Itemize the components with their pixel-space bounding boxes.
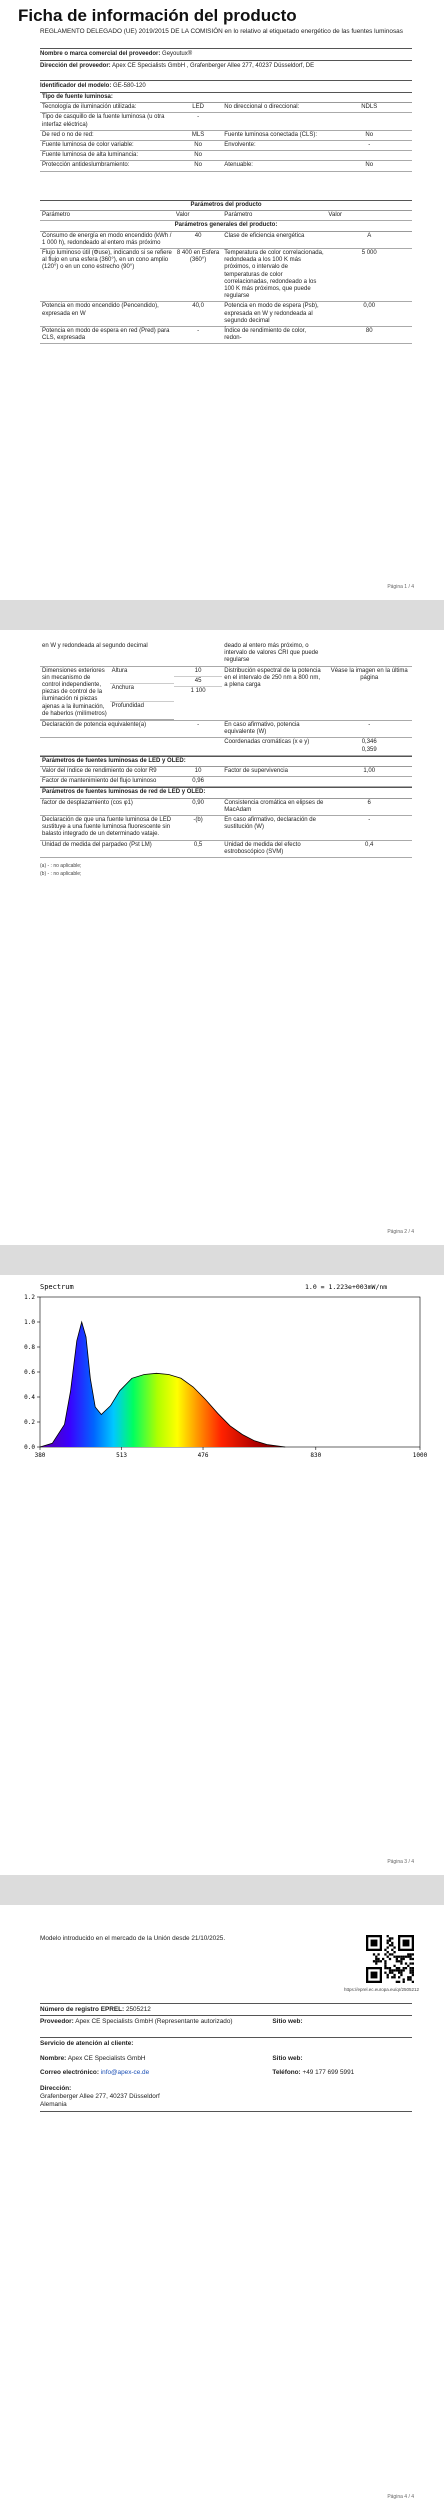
trademark-row: Nombre o marca comercial del proveedor: Geyoutux® bbox=[40, 48, 412, 58]
table-cell: 40,0 bbox=[174, 302, 222, 327]
spd-value: Véase la imagen en la última página bbox=[326, 666, 412, 720]
table-cell: Valor del índice de rendimiento de color R9 bbox=[40, 767, 174, 777]
table-cell: Clase de eficiencia energética bbox=[222, 231, 326, 248]
table-cell: Declaración de que una fuente luminosa de LED sustituye a una fuente luminosa fluorescente sin balasto integrado de un determinado vataje. bbox=[40, 816, 174, 841]
spd-label: Distribución espectral de la potencia en el intervalo de 250 nm a 800 nm, a plena carga bbox=[222, 666, 326, 720]
table-cell: Consumo de energía en modo encendido (kWh / 1 000 h), redondeado al entero más próximo bbox=[40, 231, 174, 248]
table-cell: Atenuable: bbox=[222, 161, 326, 171]
page-number: Página 2 / 4 bbox=[387, 1229, 414, 1235]
table-cell: 6 bbox=[326, 798, 412, 815]
table-cell: No bbox=[174, 161, 222, 171]
y-tick-label: 1.0 bbox=[24, 1319, 35, 1326]
table-row bbox=[40, 161, 412, 171]
general-header: Parámetros generales del producto: bbox=[40, 221, 412, 231]
qr-url[interactable]: https://eprel.ec.europa.eu/qr/2505212 bbox=[343, 1987, 419, 1992]
table-cell: Flujo luminoso útil (Φuse), indicando si se refiere al flujo en una esfera (360°), en un cono amplio (120°) o en un cono estrecho (90°) bbox=[40, 249, 174, 302]
model-row: Identificador del modelo: GE-580-120 bbox=[40, 80, 412, 90]
dimensions-row: Dimensiones exteriores sin mecanismo de control independiente, piezas de control de la iluminación ni piezas ajenas a la iluminación, de haberlos (milímetros) Altura Anchura Profundidad 10 45 1 100 Distribución espectral de la potencia en el intervalo de 250 nm a 800 nm, a plena carga Véase la imagen en la última página bbox=[40, 666, 412, 720]
table-cell bbox=[174, 738, 222, 755]
table-row bbox=[40, 816, 412, 841]
table-cell: 0,96 bbox=[174, 777, 222, 787]
chart-title: Spectrum bbox=[40, 1283, 74, 1291]
table-row bbox=[40, 767, 412, 777]
table-cell: - bbox=[174, 327, 222, 344]
table-row bbox=[40, 151, 412, 161]
table-cell: Fuente luminosa de alta luminancia: bbox=[40, 151, 174, 161]
y-tick-label: 0.0 bbox=[24, 1444, 35, 1451]
page-number: Página 1 / 4 bbox=[387, 584, 414, 590]
table-row bbox=[40, 130, 412, 140]
market-text: Modelo introducido en el mercado de la Unión desde 21/10/2025. bbox=[40, 1935, 226, 1942]
table-cell: Potencia en modo de espera (Psb), expresada en W y redondeada al segundo decimal bbox=[222, 302, 326, 327]
table-cell: 5 000 bbox=[326, 249, 412, 302]
table-cell: -(b) bbox=[174, 816, 222, 841]
table-cell bbox=[222, 151, 326, 161]
table-row bbox=[40, 231, 412, 248]
dimensions-label: Dimensiones exteriores sin mecanismo de control independiente, piezas de control de la iluminación ni piezas ajenas a la iluminación, de haberlos (milímetros) bbox=[40, 667, 110, 720]
table-cell: - bbox=[174, 721, 222, 738]
table-cell: 0,4 bbox=[326, 840, 412, 857]
table-row bbox=[40, 798, 412, 815]
table-cell: - bbox=[174, 113, 222, 130]
table-row bbox=[40, 141, 412, 151]
page-3 bbox=[0, 1275, 444, 1875]
chart-annotation: 1.0 = 1.223e+003mW/nm bbox=[305, 1283, 388, 1291]
table-cell: 0,346 0,359 bbox=[326, 738, 412, 755]
table-cell: Tecnología de iluminación utilizada: bbox=[40, 103, 174, 113]
table-cell: No direccional o direccional: bbox=[222, 103, 326, 113]
y-tick-label: 0.2 bbox=[24, 1419, 35, 1426]
mains-header: Parámetros de fuentes luminosas de red de LED y OLED: bbox=[40, 788, 412, 798]
x-tick-label: 830 bbox=[310, 1452, 322, 1459]
page-4 bbox=[0, 1905, 444, 2510]
light-source-type-table bbox=[40, 92, 412, 172]
table-cell: No bbox=[174, 141, 222, 151]
x-tick-label: 476 bbox=[197, 1452, 209, 1459]
supplier-row: Dirección del proveedor: Apex CE Specialists GmbH , Grafenberger Allee 277, 40237 Düsseldorf, DE bbox=[40, 60, 412, 70]
page-2 bbox=[0, 630, 444, 1245]
table-cell: MLS bbox=[174, 130, 222, 140]
x-tick-label: 513 bbox=[116, 1452, 127, 1459]
table-cell: 40 bbox=[174, 231, 222, 248]
email-link[interactable]: info@apex-ce.de bbox=[100, 2069, 150, 2076]
table-row bbox=[40, 113, 412, 130]
table-cell: No bbox=[326, 130, 412, 140]
table-cell bbox=[40, 738, 174, 755]
table-cell bbox=[222, 777, 326, 787]
table-row bbox=[40, 738, 412, 755]
table-cell: 0,00 bbox=[326, 302, 412, 327]
page-number: Página 3 / 4 bbox=[387, 1859, 414, 1865]
note-a: (a) - : no aplicable; bbox=[40, 863, 82, 870]
qr-code[interactable] bbox=[366, 1935, 414, 1983]
y-tick-label: 0.4 bbox=[24, 1394, 35, 1401]
page-number: Página 4 / 4 bbox=[387, 2494, 414, 2500]
table-cell: Declaración de potencia equivalente(a) bbox=[40, 721, 174, 738]
table-cell: - bbox=[326, 816, 412, 841]
eprel-row: Número de registro EPREL: 2505212 bbox=[40, 2003, 412, 2014]
provider-row: Proveedor: Apex CE Specialists GmbH (Representante autorizado) Sitio web: bbox=[40, 2015, 412, 2026]
table-cell: 0,90 bbox=[174, 798, 222, 815]
table-cell: De red o no de red: bbox=[40, 130, 174, 140]
service-contact-row: Correo electrónico: info@apex-ce.de Teléfono: +49 177 699 5991 bbox=[40, 2069, 355, 2076]
regulation-text: REGLAMENTO DELEGADO (UE) 2019/2015 DE LA COMISIÓN en lo relativo al etiquetado energético de las fuentes luminosas bbox=[40, 28, 403, 35]
table-row bbox=[40, 103, 412, 113]
table-cell: Protección antideslumbramiento: bbox=[40, 161, 174, 171]
table-cell: A bbox=[326, 231, 412, 248]
table-cell: LED bbox=[174, 103, 222, 113]
table-cell: - bbox=[326, 721, 412, 738]
table-cell: Coordenadas cromáticas (x e y) bbox=[222, 738, 326, 755]
type-header: Tipo de fuente luminosa: bbox=[40, 93, 412, 103]
table-cell: Consistencia cromática en elipses de MacAdam bbox=[222, 798, 326, 815]
table-cell: NDLS bbox=[326, 103, 412, 113]
page-1 bbox=[0, 0, 444, 600]
service-header: Servicio de atención al cliente: bbox=[40, 2037, 412, 2048]
table-cell: Potencia en modo de espera en red (Pred) para CLS, expresada bbox=[40, 327, 174, 344]
service-name-row: Nombre: Apex CE Specialists GmbH Sitio web: bbox=[40, 2055, 303, 2062]
table-cell: - bbox=[326, 141, 412, 151]
table-cell: Factor de mantenimiento del flujo luminoso bbox=[40, 777, 174, 787]
table-cell bbox=[326, 151, 412, 161]
params-header: Parámetros del producto bbox=[40, 201, 412, 211]
address-block: Dirección: Grafenberger Allee 277, 40237 Düsseldorf Alemania bbox=[40, 2085, 160, 2108]
y-tick-label: 0.6 bbox=[24, 1369, 35, 1376]
x-tick-label: 1000 bbox=[412, 1452, 428, 1459]
table-row bbox=[40, 249, 412, 302]
table-cell: En caso afirmativo, potencia equivalente (W) bbox=[222, 721, 326, 738]
table-cell bbox=[326, 113, 412, 130]
table-cell: Factor de supervivencia bbox=[222, 767, 326, 777]
table-row bbox=[40, 327, 412, 344]
continuation-table: en W y redondeada al segundo decimal deado al entero más próximo, o intervalo de valores CRI que puede regularse Dimensiones exteriores sin mecanismo de control independiente, piezas de control de la iluminación ni piezas ajenas a la iluminación, de haberlos (milímetros) Altura Anchura Profundidad 10 45 1 100 Distribución espectral de la potencia en el intervalo de 250 nm a 800 nm, a plena carga Véase la imagen en la última página Declaración de potencia equivalente(a) - En caso afirmativo, potencia equivalente (W) - Coordenadas cromáticas (x e y) 0,346 0,359 Parámetros de fuentes luminosas de LED y OLED: Valor del índice de rendimiento de color R9 10 Factor de supervivencia 1,00 Factor de mantenimiento del flujo luminoso 0,96 Parámetros de fuentes luminosas de red de LED y OLED: factor de desplazamiento (cos φ1) 0,90 Consistencia cromática en elipses de MacAdam 6 Declaración de que una fuente luminosa de LED sustituye a una fuente luminosa fluorescente sin balasto integrado de un determinado vataje. -(b) En caso afirmativo, declaración de sustitución (W) - Unidad de medida del parpadeo (Pst LM) 0,5 Unidad de medida del efecto estroboscópico (SVM) 0,4 (a) - : no aplicable; (b) - : no aplicable; bbox=[40, 642, 412, 878]
note-b: (b) - : no aplicable; bbox=[40, 871, 82, 878]
y-tick-label: 0.8 bbox=[24, 1344, 35, 1351]
table-cell: Tipo de casquillo de la fuente luminosa (u otra interfaz eléctrica) bbox=[40, 113, 174, 130]
table-cell: Potencia en modo encendido (Pencendido), expresada en W bbox=[40, 302, 174, 327]
table-row bbox=[40, 777, 412, 787]
table-cell: 10 bbox=[174, 767, 222, 777]
table-cell: 8 400 en Esfera (360°) bbox=[174, 249, 222, 302]
table-cell: Temperatura de color correlacionada, redondeada a los 100 K más próximos, o intervalo de temperaturas de color correlacionadas, redondeado a los 100 K más próximos, que puede regularse bbox=[222, 249, 326, 302]
table-cell: Unidad de medida del efecto estroboscópico (SVM) bbox=[222, 840, 326, 857]
table-row bbox=[40, 840, 412, 857]
led-header: Parámetros de fuentes luminosas de LED y OLED: bbox=[40, 756, 412, 766]
table-cell: No bbox=[326, 161, 412, 171]
spectrum-svg bbox=[15, 1277, 435, 1467]
table-cell: En caso afirmativo, declaración de sustitución (W) bbox=[222, 816, 326, 841]
table-cell: Envolvente: bbox=[222, 141, 326, 151]
x-tick-label: 380 bbox=[34, 1452, 46, 1459]
y-tick-label: 1.2 bbox=[24, 1294, 35, 1301]
table-cell: 1,00 bbox=[326, 767, 412, 777]
spectrum-chart bbox=[15, 1277, 435, 1467]
table-cell: 0,5 bbox=[174, 840, 222, 857]
table-row bbox=[40, 721, 412, 738]
table-cell bbox=[326, 777, 412, 787]
table-cell: Unidad de medida del parpadeo (Pst LM) bbox=[40, 840, 174, 857]
table-cell: Fuente luminosa de color variable: bbox=[40, 141, 174, 151]
document-title: Ficha de información del producto bbox=[18, 6, 297, 25]
table-cell: 80 bbox=[326, 327, 412, 344]
table-row bbox=[40, 302, 412, 327]
table-cell: Fuente luminosa conectada (CLS): bbox=[222, 130, 326, 140]
table-cell: No bbox=[174, 151, 222, 161]
product-params-table: Parámetros del producto Parámetro Valor Parámetro Valor Parámetros generales del producto: Consumo de energía en modo encendido (kWh / 1 000 h), redondeado al entero más próximo 40 Clase de eficiencia energética A Flujo luminoso útil (Φuse), indicando si se refiere al flujo en una esfera (360°), en un cono amplio (120°) o en un cono estrecho (90°) 8 400 en Esfera (360°) Temperatura de color correlacionada, redondeada a los 100 K más próximos, o intervalo de temperaturas de color correlacionadas, redondeado a los 100 K más próximos, que puede regularse 5 000 Potencia en modo encendido (Pencendido), expresada en W 40,0 Potencia en modo de espera (Psb), expresada en W y redondeada al segundo decimal 0,00 Potencia en modo de espera en red (Pred) para CLS, expresada - Índice de rendimiento de color, redon- 80 bbox=[40, 200, 412, 344]
table-cell bbox=[222, 113, 326, 130]
table-cell: Índice de rendimiento de color, redon- bbox=[222, 327, 326, 344]
table-cell: factor de desplazamiento (cos φ1) bbox=[40, 798, 174, 815]
